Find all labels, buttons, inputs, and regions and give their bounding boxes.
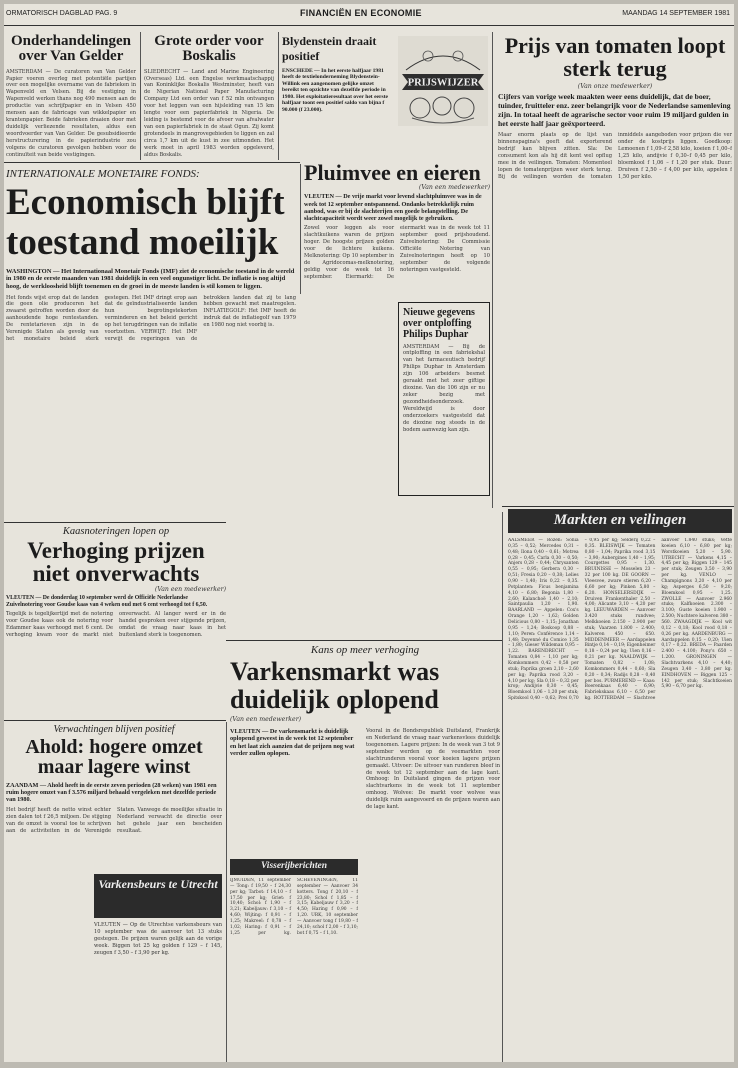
column-rule xyxy=(226,722,227,1062)
article-body: Zowel voor leggen als voor slachtkuikens waren de prijzen hoger. De hoogste prijzen golden voor de lichtere kuikens. Melknotering: Op 10 september in de Agridocomas-melknotering, geldig voor de week tot 16 september. Eiermarkt: De eiermarkt was in de week tot 11 september goed prijshoudend. Zuivelnotering: De Commissie Officiële Notering van Zuivelnoteringen heeft op 10 september de volgende noteringen vastgesteld. xyxy=(304,225,490,280)
section-rule xyxy=(4,720,226,721)
article-headline: Grote order voor Boskalis xyxy=(154,34,264,65)
article-body: IJMUIDEN, 11 september — Tong: f 19,50 – f 24,30 per kg; Tarbot: f 14,10 – f 17,50 per kg; Griet: f 10,40; Schol: f 1,90 – f 3,21; Kabeljauw: f 3,10 – f 4,60; Wijting: f 0,91 – f 1,25; Makreel: f 0,78 – f 1,02; Haring: f 0,91 – f 1,25 per kg. SCHEVENINGEN, 11 september — Aanvoer 34 kotters. Tong f 20,10 – f 23,80; Schol f 1,85 – f 3,15; Kabeljauw f 3,20 – f 4,50; Haring f 0,90 – f 1,20. URK, 10 september — Aanvoer tong f 19,80 – f 24,10; schol f 2,00 – f 3,10; bot f 0,75 – f 1,10. xyxy=(230,878,358,936)
article-varkensmarkt-lead xyxy=(230,728,360,856)
prijswijzer-logo xyxy=(398,36,488,126)
section-rule xyxy=(502,506,734,507)
article-byline: (Van een medewerker) xyxy=(418,184,490,192)
article-headline: Varkensmarkt was duidelijk oplopend xyxy=(230,657,440,715)
article-kicker: Kaasnoteringen lopen op xyxy=(62,526,170,537)
article-body: SLIEDRECHT — Land and Marine Engineering (Overseas) Ltd. een Engelse werkmaatschappij van Koninklijke Boskalis Westminster, heeft van de Nigerian National Paper Manufacturing Company Ltd een order van f 52 mln ontvangen voor het leggen van een hijsleiding van 15 km lengte voor een papierfabriek in Nigeria. De leiding is bestemd voor de afvoer van afvalwater van een papierfabriek in de staat Ogun. Zij komt grotendeels in mangrovegebieden te liggen en zal circa 1,7 km uit de kust in zee uitmonden. Het werk moet in april 1983 worden opgeleverd, aldus Boskalis. xyxy=(144,68,274,158)
article-lead: VLEUTEN — De varkensmarkt is duidelijk oplopend geweest in de week tot 12 september en het laat zich aanzien dat de prijzen nog wat verder zullen oplopen. xyxy=(230,728,355,757)
article-kicker: Kans op meer verhoging xyxy=(310,644,420,656)
article-varkensmarkt-body xyxy=(366,728,500,1058)
article-lead: Cijfers van vorige week maakten weer eens duidelijk, dat de boer, tuinder, fruitteler enz. zeer belangrijk voor de Nederlandse samenleving zijn. In totaal heeft de agrarische sector voor ruim 19 miljard gulden in het eerste half jaar geëxporteerd. xyxy=(498,92,731,128)
article-byline: (Van onze medewerker) xyxy=(577,83,653,91)
article-imf xyxy=(6,168,296,528)
article-headline: Ahold: hogere omzet maar lagere winst xyxy=(25,736,203,779)
article-body: Maar enorm plaats op de lijst van binnenspagina's geeft dat exporterend bedrijf kan blijven zitten. Sla: De consument kon als hij dit kent wel opflug mee in de veilingen. Tomaten: Momenteel lopen de tomatenprijzen weer sterk terug. Bij de veilingen worden de tomaten inmiddels aangeboden voor prijzen die ver onder de kostprijs liggen. Goedkoop: Lemoenen f 1,09–f 2,58 kilo, koeien f 1,00–f 1,25 kilo, andijvie f 0,30–f 0,45 per kilo, bloemkool f 1,06 – f 1,20 per stuk. Duur: Druiven f 2,50 – f 4,00 per kilo, appelen f 1,50 per kilo. xyxy=(498,132,732,180)
section-title: FINANCIËN EN ECONOMIE xyxy=(300,8,422,18)
article-body: AMSTERDAM — Bij de ontploffing in een fabriekshal van het farmaceutisch bedrijf Philips Duphar in Amsterdam zijn 106 arbeiders besmet geraakt met het zeer giftige dioxine. Van die 106 zijn er nu zeker bezig met gezondheidsonderzoek. Wereldwijd is door onderzoekers vastgesteld dat de dioxine nog steeds in de bodem aanwezig kan zijn. xyxy=(403,343,485,433)
article-lead: VLEUTEN — De donderdag 10 september werd de Officiële Nederlandse Zuivelnotering voor Goudse kaas van 4 weken oud met 6 cent verhoogd tot f 6,50. xyxy=(6,594,208,608)
article-headline: Visserijberichten xyxy=(261,861,327,871)
article-body: AMSTERDAM — De curatoren van Van Gelder Papier voeren overleg met potentiële partijen over een mogelijke overname van de fabrieken in Wapenveld en Velsen. Bij de vestiging in Wapenveld werken thans nog 490 mensen aan de productie van schrijfpapier en in Velsen 450 mensen aan de fabricage van wikkelpapier en krantenpapier. Beide fabrieken draaien door met duidelijk verliezende resultaten, aldus een woordvoerder van Van Gelder. De gesubsidieerde herstructurering in de papierindustrie zou volgens de curatoren gevolgen hebben voor de continuïteit van beide vestigingen. xyxy=(6,68,136,158)
column-rule xyxy=(492,32,493,508)
column-rule xyxy=(502,512,503,1062)
article-headline: Blydenstein draait positief xyxy=(282,34,377,63)
article-varkensbeurs xyxy=(94,922,222,1060)
article-tomaten xyxy=(498,34,732,504)
article-kicker: Verwachtingen blijven positief xyxy=(53,724,175,735)
article-headline: Markten en veilingen xyxy=(553,512,687,528)
article-headline: Nieuwe gegevens over ontploffing Philips Duphar xyxy=(403,307,475,341)
article-headline: Pluimvee en eieren xyxy=(304,162,481,185)
article-kaas xyxy=(6,526,226,720)
article-lead: VLEUTEN — De vrije markt voor levend slachtpluimvee was in de week tot 12 september ontspannend. Ondanks betrekkelijk ruim aanbod, was er bij de slachterijen een goede belangstelling. De slachtcapaciteit wordt weer zowel mogelijk te gebruiken. xyxy=(304,193,482,222)
article-headline: Onderhandelingen over Van Gelder xyxy=(10,34,132,65)
article-boskalis xyxy=(144,34,274,164)
article-headline: Verhoging prijzen niet onverwachts xyxy=(27,538,205,587)
article-body: AALSMEER — Rozen: Sonia 0,35 – 0,52; Mercedes 0,31 – 0,48; Ilona 0,40 – 0,61; Motrea 0,28 – 0,45; Carla 0,30 – 0,50; Anjers 0,28 – 0,44; Chrysanten 0,55 – 0,95; Gerbera 0,30 – 0,51; Fresia 0,20 – 0,38; Lelies 0,90 – 1,40; Iris 0,22 – 0,35. Potplanten: Ficus benjamina 4,10 – 6,80; Begonia 1,80 – 2,60; Kalanchoë 1,40 – 2,10; Saintpaulia 1,20 – 1,90. BAARLAND — Appelen: Cox's Orange 1,20 – 1,62; Golden Delicious 0,80 – 1,15; Jonathan 0,95 – 1,24; Boskoop 0,88 – 1,10; Peren: Conférence 1,14 – 1,48; Doyenné du Comice 1,35 – 1,80; Gieser Wildeman 0,95 – 1,22. BARENDRECHT — Tomaten 0,84 – 1,10 per kg; Komkommers 0,42 – 0,58 per stuk; Paprika groen 2,10 – 2,60 per kg; Paprika rood 3,20 – 4,10 per kg; Sla 0,18 – 0,32 per krop; Andijvie 0,30 – 0,45; Bloemkool 1,06 – 1,20 per stuk; Spitskool 0,40 – 0,62; Prei 0,70 – 0,95 per kg; Selderij 0,22 – 0,35. BLEISWIJK — Tomaten 0,80 – 1,04; Paprika rood 3,15 – 3,90; Aubergines 1,40 – 1,95; Courgettes 0,95 – 1,30. BRUINISSE — Mosselen 23 – 32 per 100 kg. DE GOORN — Vleesvee, zware stieren 6,20 – 6,60 per kg; Pinken 5,80 – 6,20. HONSELERSDIJK — Druiven Frankenthaler 2,50 – 4,00; Alicante 3,10 – 4,20 per kg. LEEUWARDEN — Aanvoer 3.420 stuks rundvee; Melkkoeien 2.150 – 2.900 per stuk; Vaarzen 1.800 – 2.400; Kalveren 450 – 650. MIDDENMEER — Aardappelen Bintje 0,14 – 0,19; Eigenheimer 0,18 – 0,24 per kg; Uien 0,16 – 0,21 per kg. NAALDWIJK — Tomaten 0,82 – 1,08; Komkommers 0,44 – 0,60; Sla 0,20 – 0,34; Radijs 0,28 – 0,40 per bos. PURMEREND — Kaas: Boerenkaas 6,40 – 6,90; Fabriekskaas 6,10 – 6,50 per kg. ROTTERDAM — Slachtvee aanvoer 1.840 stuks; Vette koeien 6,10 – 6,80 per kg; Worstkoeien 5,20 – 5,90. UTRECHT — Varkens 4,15 – 4,45 per kg; Biggen 129 – 145 per stuk; Zeugen 3,50 – 3,90 per kg. VENLO — Champignons 3,20 – 4,10 per kg; Asperges 6,50 – 9,20; Bloemkool 0,95 – 1,25. ZWOLLE — Aanvoer 2.960 stuks; Kalfkoeien 2.300 – 3.100; Guste koeien 1.900 – 2.500; Nuchtere kalveren 380 – 560. ZWAAGDIJK — Kool wit 0,12 – 0,18; Kool rood 0,18 – 0,26 per kg. AARDENBURG — Aardappelen 0,15 – 0,20; Uien 0,17 – 0,22. BREDA — Paarden 2.400 – 4.100; Pony's 650 – 1.200. GRONINGEN — Slachtvarkens 4,10 – 4,40; Zeugen 3,40 – 3,80 per kg. EINDHOVEN — Biggen 125 – 142 per stuk; Slachtkoeien 5,90 – 6,70 per kg. xyxy=(508,538,732,702)
prijswijzer-text: PRIJSWIJZER xyxy=(407,77,479,89)
article-body: ENSCHEDE — In het eerste halfjaar 1981 heeft de textielonderneming Blydenstein-Willink een aangenomen gelijke omzet bereikt ten opzichte van dezelfde periode in 1980. Het exploitatieresultaat over het eerste halfjaar toont een positief saldo van bijna f 90.000 (f 23.000). xyxy=(282,68,389,113)
varkensbeurs-banner xyxy=(94,874,222,918)
column-rule xyxy=(300,164,301,294)
article-body: Vooral in de Bondsrepubliek Duitsland, Frankrijk en Nederland de vraag naar varkensvlees duidelijk toegenomen. Lagere prijzen: In de week van 3 tot 9 september werden op de veemarkten voor slachtrunderen vooral voor koeien lagere prijzen gemaakt. Uitvoer: De uitvoer van runderen bleef in de week tot 12 september aan de lage kant. Omhoog: In Duitsland gingen de prijzen voor slachtvarkens in de week tot 11 september omhoog. Wolvee: De markt voor wolvee was duidelijk ruim aangevoerd en de prijzen waren aan de lage kant. xyxy=(366,728,500,811)
column-rule xyxy=(140,32,141,160)
prijswijzer-illustration xyxy=(398,36,488,126)
newspaper-page xyxy=(4,4,734,1062)
article-headline: Prijs van tomaten loopt sterk terug xyxy=(504,34,726,82)
article-blydenstein xyxy=(282,34,392,164)
article-philips-box xyxy=(398,302,490,496)
article-body: Het fonds wijst erop dat de landen die geen olie produceren het zwaarst getroffen worden door de aanhoudende hoge rentestanden. De rentetarieven zijn in de Verenigde Staten als gevolg van het monetaire beleid sterk gestegen. Het IMF dringt erop aan dat de geïndustrialiseerde landen hun begrotingstekorten verminderen en het beleid gericht op het terugdringen van de inflatie voortzetten. VERWIJT: Het IMF verwijt de regeringen van de betrokken landen dat zij te lang hebben gewacht met maatregelen. INFLATIEGOLF: Het IMF heeft de indruk dat de inflatiegolf van 1979 en 1980 nog niet voorbij is. xyxy=(6,294,296,343)
article-van-gelder xyxy=(6,34,136,164)
article-body: Tegelijk is tegelijkertijd met de notering voor Goudse kaas ook de notering voor Edammer kaas verhoogd met 6 cent. De verhoging kwam voor de markt niet onverwacht. Al langer werd er in de handel gesproken over stijgende prijzen, omdat de vraag naar kaas in het buitenland sterk is toegenomen. xyxy=(6,611,226,639)
article-lead: WASHINGTON — Het Internationaal Monetair Fonds (IMF) ziet de economische toestand in de wereld in 1980 en de eerste maanden van 1981 duidelijk in een veel ongunstiger licht. De inflatie is nog altijd hoog, de werkloosheid blijft toenemen en de groei in de meeste landen is stil komen te liggen. xyxy=(6,267,295,290)
column-rule xyxy=(278,32,279,160)
article-body: Het bedrijf heeft de netto winst echter zien dalen tot f 26,5 miljoen. De stijging van de omzet is vooral toe te schrijven aan de activiteiten in de Verenigde Staten. Vanwege de moeilijke situatie in Nederland verwacht de directie over het gehele jaar een bescheiden resultaat. xyxy=(6,807,222,835)
article-byline: (Van een medewerker) xyxy=(230,716,302,724)
article-pluimvee xyxy=(304,162,490,302)
section-rule xyxy=(226,640,502,641)
masthead xyxy=(4,4,734,26)
article-markten xyxy=(508,538,732,1060)
article-body: VLEUTEN — Op de Utrechtse varkensbeurs van 10 september was de aanvoer tot 13 stuks gestegen. De prijzen waren gelijk aan de vorige week. Biggen tot 25 kg golden f 129 – f 145, zeugen f 3,50 – f 3,90 per kg. xyxy=(94,922,222,956)
date-label: MAANDAG 14 SEPTEMBER 1981 xyxy=(622,10,730,17)
markten-banner xyxy=(508,509,732,533)
page-label: ORMATORISCH DAGBLAD PAG. 9 xyxy=(6,10,118,17)
article-kicker: INTERNATIONALE MONETAIRE FONDS: xyxy=(6,168,200,180)
section-rule xyxy=(4,162,300,163)
article-headline: Varkensbeurs te Utrecht xyxy=(98,877,218,891)
article-headline: Economisch blijft toestand moeilijk xyxy=(6,182,285,263)
article-lead: ZAANDAM — Ahold heeft in de eerste zeven perioden (28 weken) van 1981 een ruim hogere omzet van f 3.576 miljard behaald vergeleken met dezelfde periode van 1980. xyxy=(6,781,217,804)
section-rule xyxy=(4,522,226,523)
article-byline: (Van een medewerker) xyxy=(154,585,226,593)
